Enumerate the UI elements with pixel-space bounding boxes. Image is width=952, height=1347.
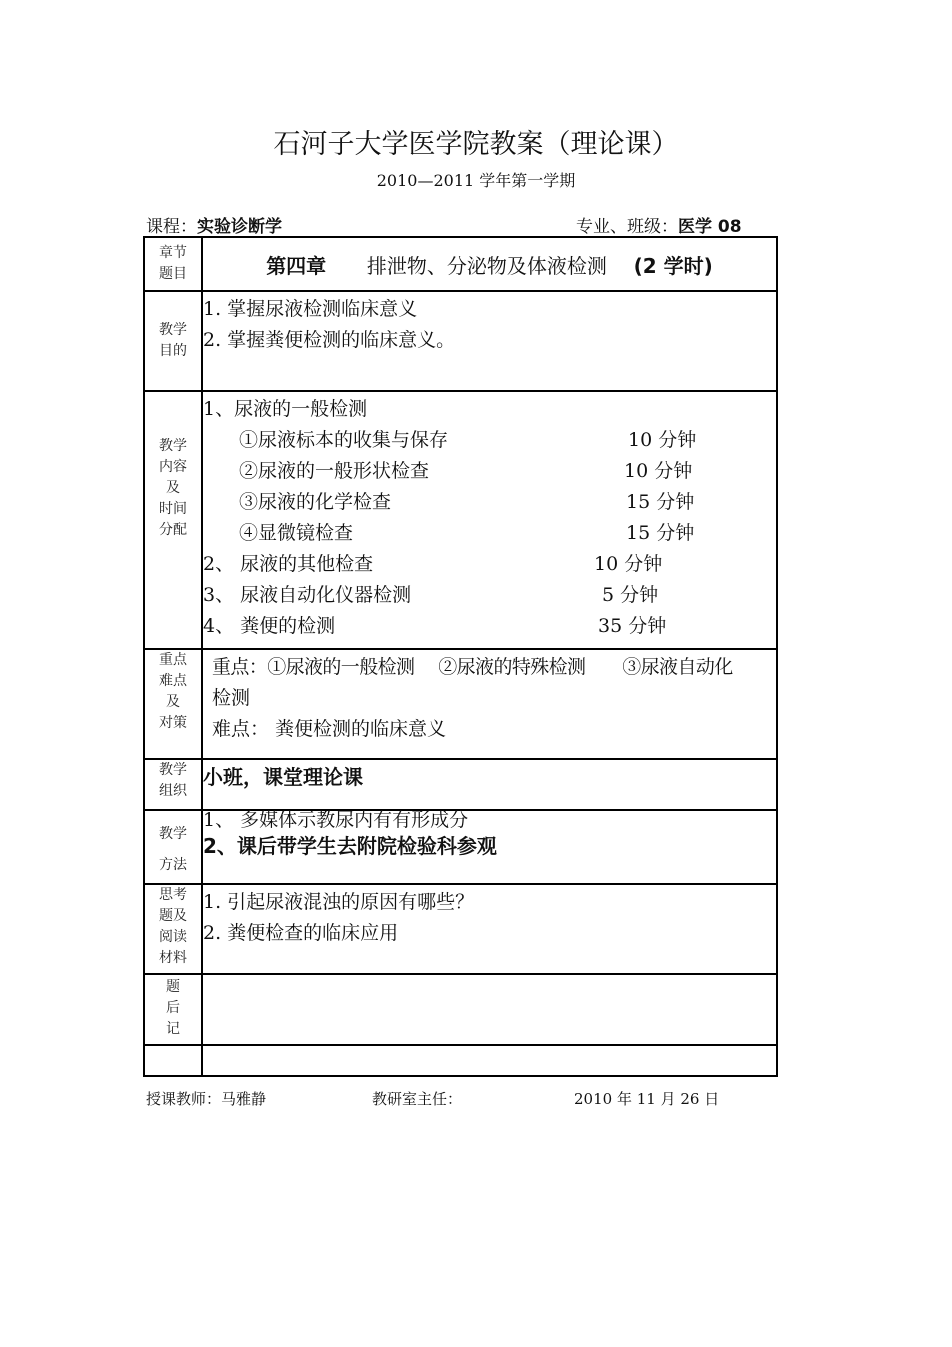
empty-content-cell xyxy=(202,1045,777,1076)
organization-content xyxy=(202,759,777,810)
footer-director: 教研室主任： xyxy=(372,1090,463,1108)
course-value: 实验诊断学 xyxy=(197,217,282,237)
difficult-points-line: 难点： 粪便检测的临床意义 xyxy=(212,718,447,740)
label-notes: 题 后 记 xyxy=(144,974,202,1045)
row-reading xyxy=(144,884,777,974)
key-points-line: 重点：①尿液的一般检测 ②尿液的特殊检测 ③尿液自动化 xyxy=(212,656,733,678)
methods-content xyxy=(202,810,777,884)
chapter-hours: (2 学时) xyxy=(633,253,713,278)
objectives-content xyxy=(202,291,777,391)
label-chapter: 章节题目 xyxy=(144,237,202,291)
list-item: ②尿液的一般形状检查 10 分钟 xyxy=(239,460,693,482)
row-chapter xyxy=(144,237,777,291)
chapter-content xyxy=(202,237,777,291)
key-points-line: 检测 xyxy=(212,687,251,709)
row-methods xyxy=(144,810,777,884)
list-item: 4、 粪便的检测 35 分钟 xyxy=(203,615,667,637)
label-content: 教学 内容 及 时间 分配 xyxy=(144,391,202,649)
major-info xyxy=(576,212,742,237)
chapter-title: 排泄物、分泌物及体液检测 xyxy=(366,253,607,278)
objective-item: 1. 掌握尿液检测临床意义 xyxy=(203,298,418,320)
label-objectives: 教学目的 xyxy=(144,291,202,391)
footer-teacher: 授课教师：马雅静 xyxy=(146,1090,267,1108)
content-list xyxy=(202,391,777,649)
empty-label-cell xyxy=(144,1045,202,1076)
list-item: 1、尿液的一般检测 xyxy=(203,398,368,420)
label-reading: 思考 题及 阅读 材料 xyxy=(144,884,202,974)
objective-item: 2. 掌握粪便检测的临床意义。 xyxy=(203,329,456,351)
list-item: 2、 尿液的其他检查 10 分钟 xyxy=(203,553,663,575)
major-label: 专业、班级： xyxy=(576,217,678,237)
notes-content xyxy=(202,974,777,1045)
row-empty xyxy=(144,1045,777,1076)
list-item: ①尿液标本的收集与保存 10 分钟 xyxy=(239,429,697,451)
lesson-plan-table xyxy=(143,236,778,1077)
list-item: ③尿液的化学检查 15 分钟 xyxy=(239,491,695,513)
row-objectives xyxy=(144,291,777,391)
term-subtitle: 2010—2011 学年第一学期 xyxy=(376,171,576,190)
reading-item: 2. 粪便检查的临床应用 xyxy=(203,922,399,944)
list-item: ④显微镜检查 15 分钟 xyxy=(239,522,695,544)
method-item: 2、课后带学生去附院检验科参观 xyxy=(203,834,497,858)
row-key-points xyxy=(144,649,777,759)
footer-date: 2010 年 11 月 26 日 xyxy=(574,1090,720,1108)
major-value: 医学 08 xyxy=(678,217,742,237)
row-notes xyxy=(144,974,777,1045)
list-item: 3、 尿液自动化仪器检测 5 分钟 xyxy=(203,584,659,606)
key-points-content xyxy=(202,649,777,759)
label-key-points: 重点 难点 及 对策 xyxy=(144,649,202,759)
reading-content xyxy=(202,884,777,974)
method-item: 1、 多媒体示教尿内有有形成分 xyxy=(203,809,469,831)
course-info xyxy=(146,212,282,237)
reading-item: 1. 引起尿液混浊的原因有哪些？ xyxy=(203,891,475,913)
label-organization: 教学 组织 xyxy=(144,759,202,810)
chapter-number: 第四章 xyxy=(266,253,327,278)
row-organization xyxy=(144,759,777,810)
course-label: 课程： xyxy=(146,217,197,237)
organization-text: 小班，课堂理论课 xyxy=(203,765,363,789)
label-methods: 教学 方法 xyxy=(144,810,202,884)
page-title: 石河子大学医学院教案（理论课） xyxy=(273,129,679,160)
row-content xyxy=(144,391,777,649)
